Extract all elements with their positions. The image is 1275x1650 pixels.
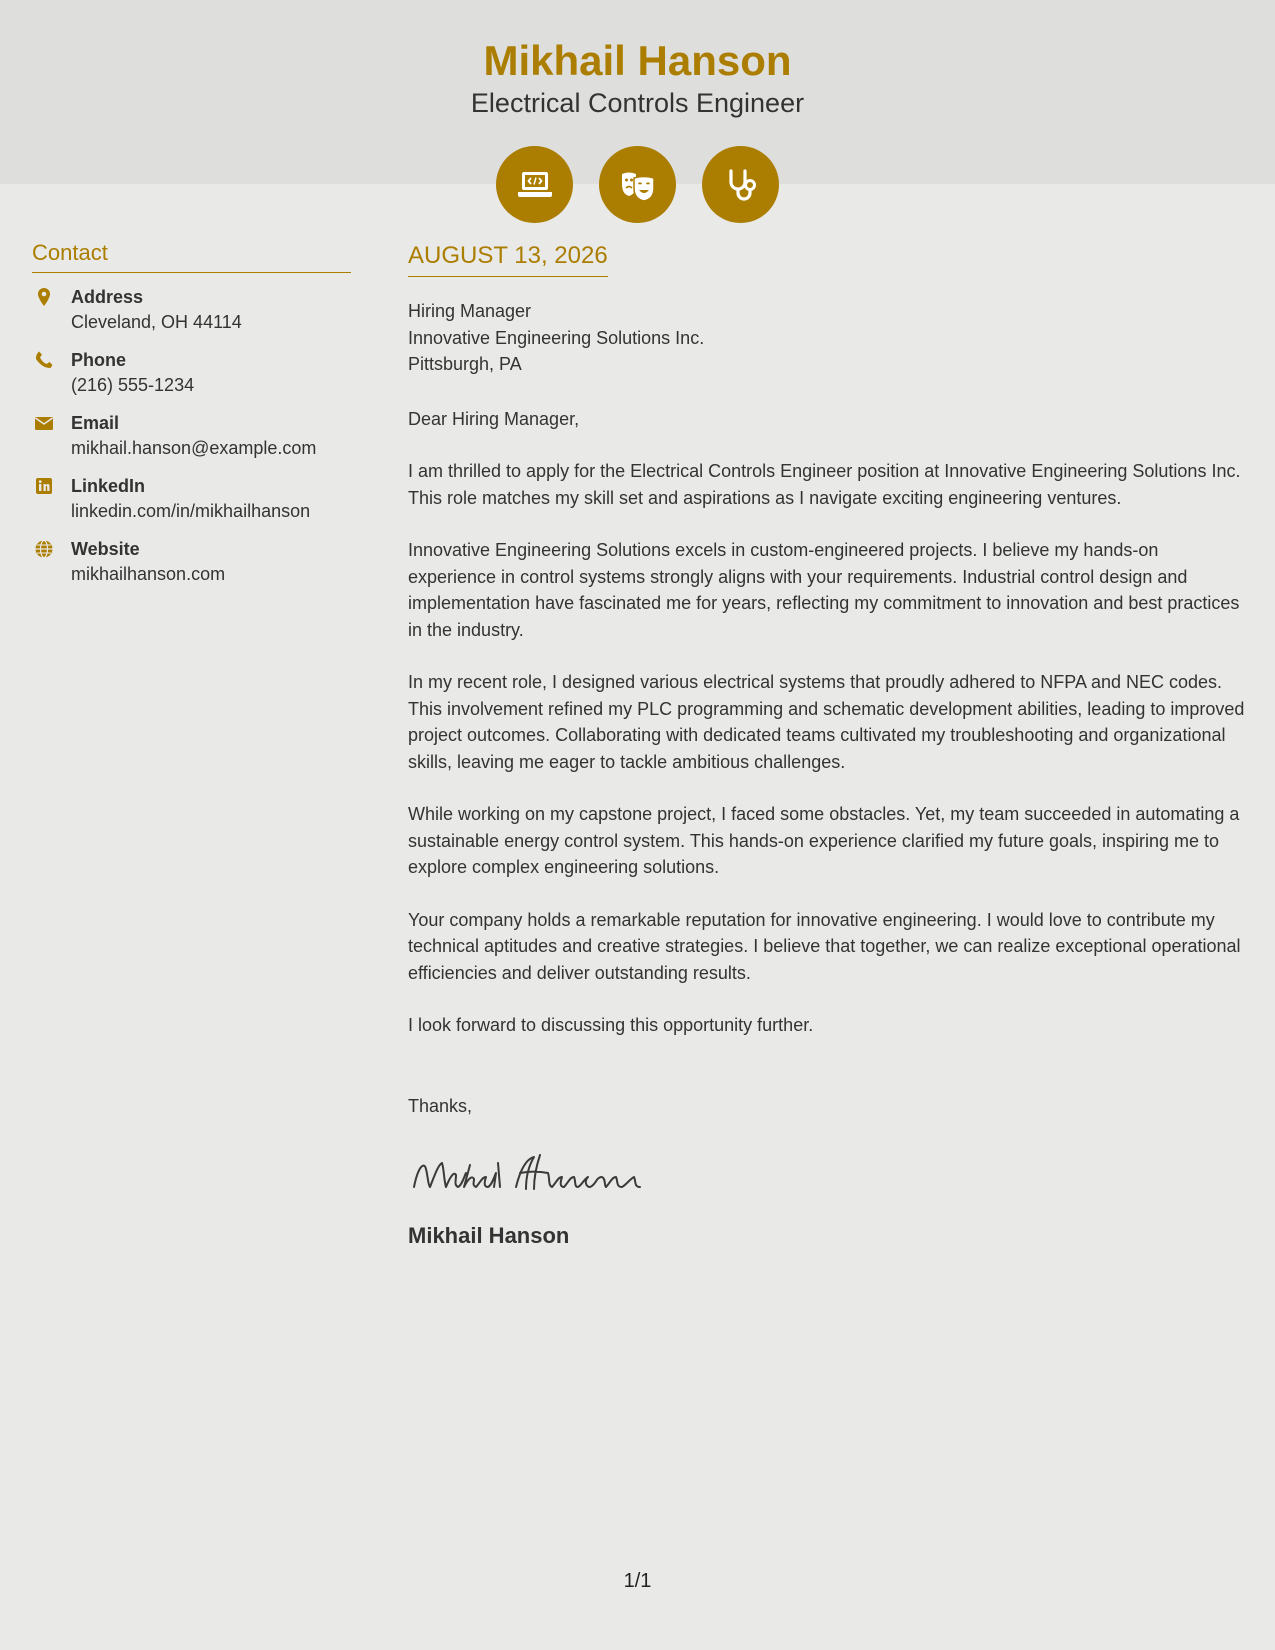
letter-paragraph: While working on my capstone project, I faced some obstacles. Yet, my team succeeded in automating a sustainable energy control system. This hands-on experience clarified my future goals, inspiring me to explore complex engineering solutions. bbox=[408, 804, 1240, 877]
contact-value-phone: (216) 555-1234 bbox=[71, 375, 195, 395]
letter-paragraph: Innovative Engineering Solutions excels in custom-engineered projects. I believe my hands-on experience in control systems strongly aligns with your requirements. Industrial control design and implementation have fascinated me for years, reflecting my commitment to innovation and best practices in the industry. bbox=[408, 540, 1240, 640]
contact-item-website bbox=[32, 537, 351, 587]
recipient-title: Hiring Manager bbox=[408, 301, 532, 321]
recipient-location: Pittsburgh, PA bbox=[408, 354, 522, 374]
contact-label-linkedin: LinkedIn bbox=[71, 476, 146, 496]
letter-paragraph: In my recent role, I designed various electrical systems that proudly adhered to NFPA and NEC codes. This involvement refined my PLC programming and schematic development abilities, leading to improved project outcomes. Collaborating with dedicated teams cultivated my troubleshooting and organizational skills, leaving me eager to tackle ambitious challenges. bbox=[408, 672, 1245, 772]
contact-item-email bbox=[32, 411, 351, 461]
applicant-name: Mikhail Hanson bbox=[483, 37, 792, 84]
globe-icon bbox=[34, 539, 54, 559]
contact-heading: Contact bbox=[32, 238, 351, 273]
job-title: Electrical Controls Engineer bbox=[470, 88, 805, 118]
handwritten-signature bbox=[408, 1147, 1248, 1207]
contact-label-website: Website bbox=[71, 539, 140, 559]
recipient-block bbox=[408, 298, 1248, 378]
closing: Thanks, bbox=[408, 1095, 473, 1116]
contact-item-phone bbox=[32, 348, 351, 398]
envelope-icon bbox=[34, 413, 54, 433]
signer-name: Mikhail Hanson bbox=[408, 1223, 570, 1248]
contact-label-phone: Phone bbox=[71, 350, 127, 370]
recipient-company: Innovative Engineering Solutions Inc. bbox=[408, 327, 705, 348]
contact-value-address: Cleveland, OH 44114 bbox=[71, 312, 242, 332]
interest-icons bbox=[496, 146, 779, 223]
contact-value-website[interactable]: mikhailhanson.com bbox=[71, 564, 226, 584]
theater-masks-icon bbox=[599, 146, 676, 223]
letter-date: AUGUST 13, 2026 bbox=[408, 240, 608, 277]
contact-label-address: Address bbox=[71, 287, 144, 307]
letter-paragraph: Your company holds a remarkable reputation for innovative engineering. I would love to contribute my technical aptitudes and creative strategies. I believe that together, we can realize exceptional operational efficiencies and deliver outstanding results. bbox=[408, 909, 1241, 983]
contact-value-linkedin[interactable]: linkedin.com/in/mikhailhanson bbox=[71, 501, 311, 521]
contact-item-linkedin bbox=[32, 474, 351, 524]
greeting: Dear Hiring Manager, bbox=[408, 408, 580, 429]
letter-body bbox=[408, 240, 1248, 1251]
linkedin-icon bbox=[34, 476, 54, 496]
contact-value-email[interactable]: mikhail.hanson@example.com bbox=[71, 438, 317, 458]
letter-paragraph: I am thrilled to apply for the Electrical Controls Engineer position at Innovative Engineering Solutions Inc. This role matches my skill set and aspirations as I navigate exciting engineering ventures. bbox=[408, 461, 1241, 508]
letter-paragraph: I look forward to discussing this opportunity further. bbox=[408, 1015, 814, 1035]
contact-item-address bbox=[32, 285, 351, 335]
contact-label-email: Email bbox=[71, 413, 120, 433]
laptop-code-icon bbox=[496, 146, 573, 223]
phone-icon bbox=[34, 350, 54, 370]
page-number: 1/1 bbox=[623, 1570, 652, 1592]
map-pin-icon bbox=[34, 287, 54, 307]
stethoscope-icon bbox=[702, 146, 779, 223]
contact-sidebar bbox=[32, 238, 351, 600]
